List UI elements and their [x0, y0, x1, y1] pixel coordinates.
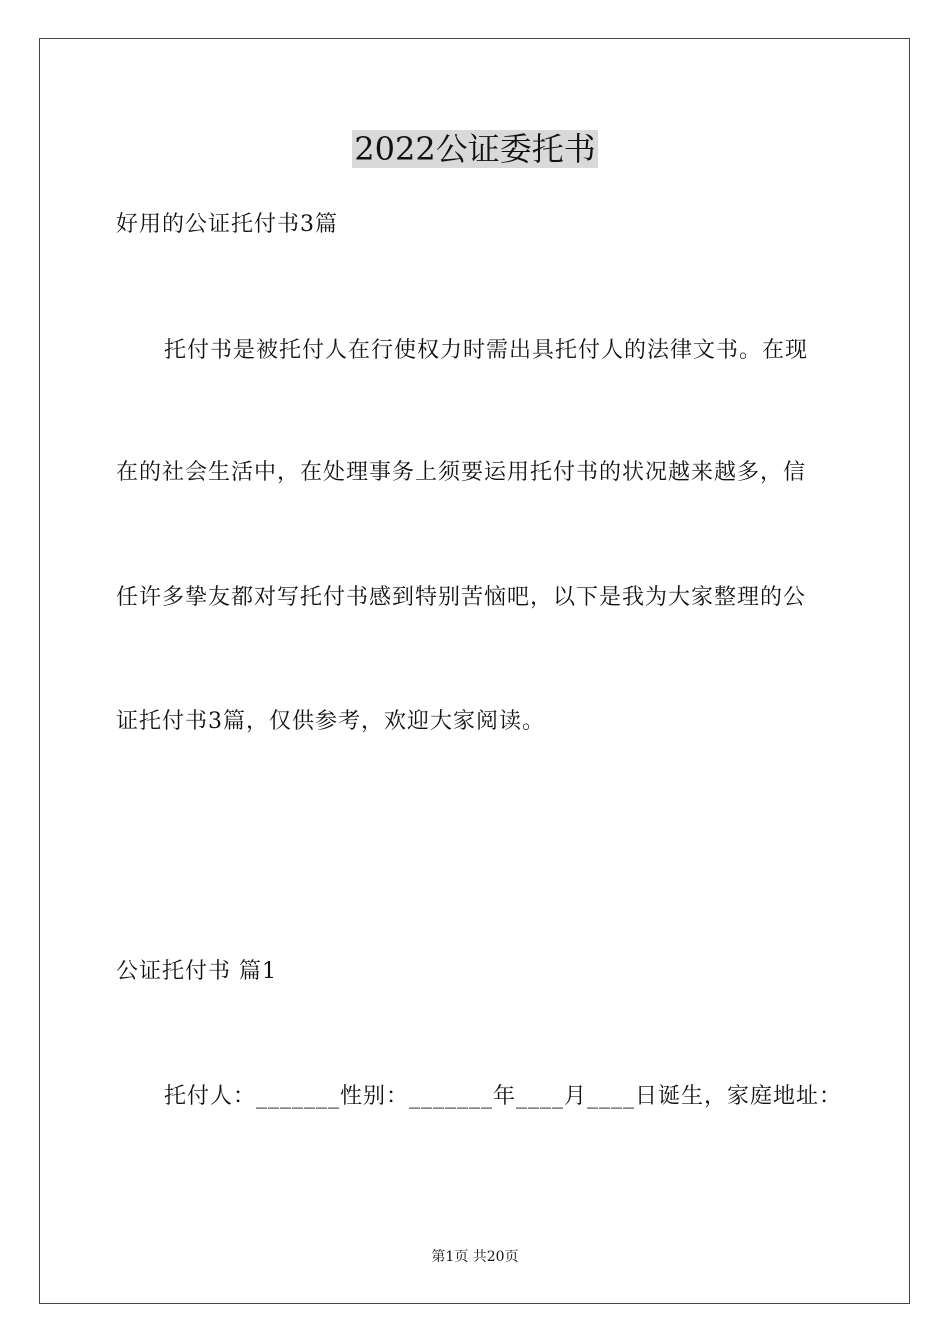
- form-line-principal: 托付人：_______性别：_______年____月____日诞生，家庭地址：: [164, 1084, 843, 1109]
- intro-line-1: 托付书是被托付人在行使权力时需出具托付人的法律文书。在现: [164, 338, 809, 363]
- intro-line-4: 证托付书3篇，仅供参考，欢迎大家阅读。: [116, 709, 545, 734]
- section-heading: 公证托付书 篇1: [116, 959, 277, 984]
- document-title: [0, 128, 950, 170]
- intro-line-2: 在的社会生活中，在处理事务上须要运用托付书的状况越来越多，信: [116, 460, 807, 485]
- intro-line-3: 任许多挚友都对写托付书感到特别苦恼吧，以下是我为大家整理的公: [116, 585, 807, 610]
- document-subtitle: 好用的公证托付书3篇: [116, 212, 338, 237]
- page-number-footer: 第1页 共20页: [431, 1249, 519, 1265]
- document-title-text: 2022公证委托书: [354, 130, 596, 168]
